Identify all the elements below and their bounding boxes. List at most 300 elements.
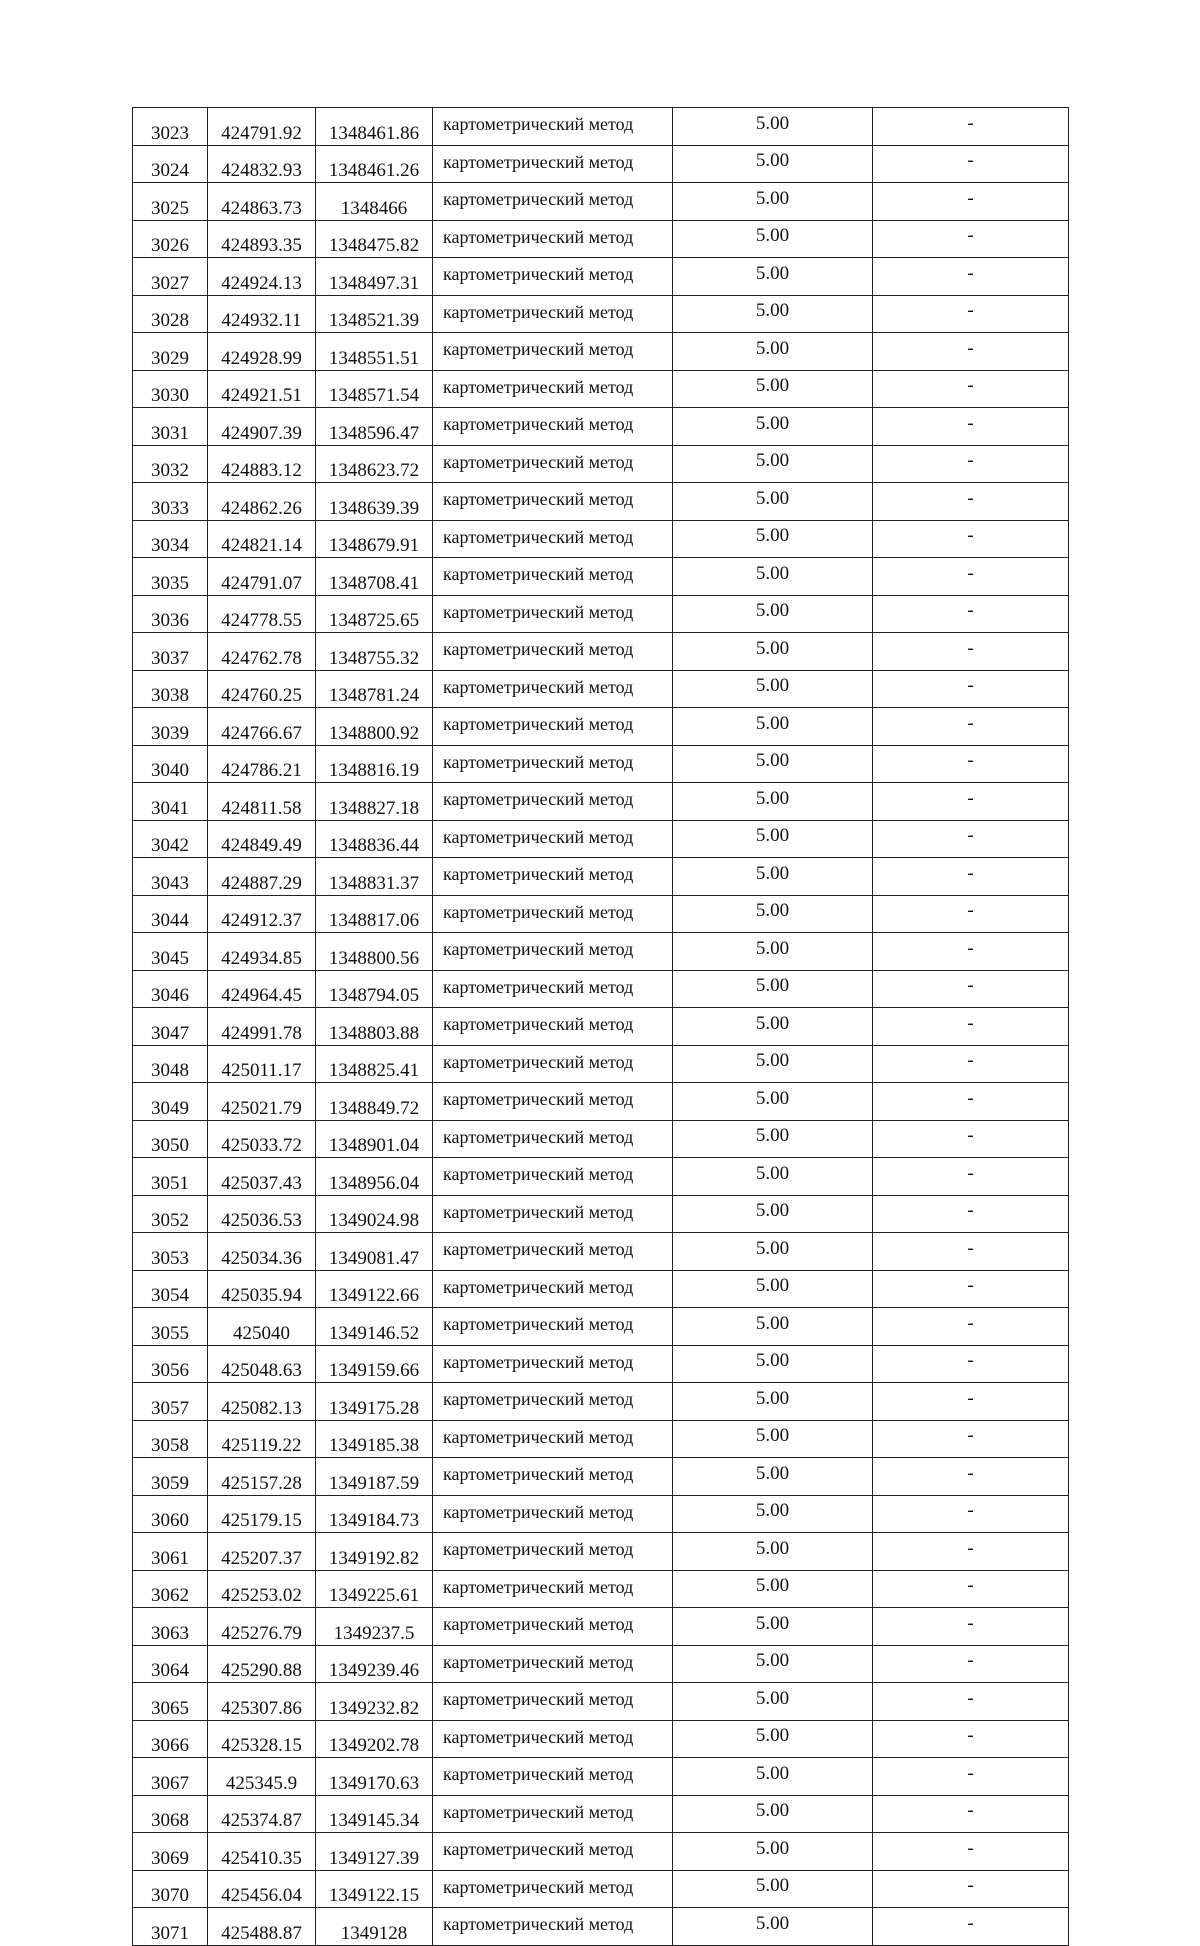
- table-row: [133, 333, 1069, 371]
- accuracy-cell: 5.00: [673, 1158, 873, 1196]
- note-cell: -: [873, 1645, 1069, 1683]
- note-cell: -: [873, 108, 1069, 146]
- point-number-cell: 3058: [133, 1420, 208, 1458]
- note-cell: -: [873, 670, 1069, 708]
- point-number-cell: 3023: [133, 108, 208, 146]
- y-coordinate-cell: 1349145.34: [316, 1795, 433, 1833]
- x-coordinate-cell: 424862.26: [208, 483, 316, 521]
- note-cell: -: [873, 1195, 1069, 1233]
- method-cell: картометрический метод: [433, 595, 673, 633]
- y-coordinate-cell: 1349128: [316, 1908, 433, 1946]
- method-cell: картометрический метод: [433, 1383, 673, 1421]
- accuracy-cell: 5.00: [673, 1045, 873, 1083]
- method-cell: картометрический метод: [433, 1870, 673, 1908]
- x-coordinate-cell: 424924.13: [208, 258, 316, 296]
- accuracy-cell: 5.00: [673, 558, 873, 596]
- table-row: [133, 1120, 1069, 1158]
- y-coordinate-cell: 1348725.65: [316, 595, 433, 633]
- accuracy-cell: 5.00: [673, 970, 873, 1008]
- note-cell: -: [873, 1720, 1069, 1758]
- y-coordinate-cell: 1348956.04: [316, 1158, 433, 1196]
- table-row: [133, 1533, 1069, 1571]
- accuracy-cell: 5.00: [673, 108, 873, 146]
- y-coordinate-cell: 1348708.41: [316, 558, 433, 596]
- x-coordinate-cell: 425307.86: [208, 1683, 316, 1721]
- point-number-cell: 3040: [133, 745, 208, 783]
- accuracy-cell: 5.00: [673, 483, 873, 521]
- point-number-cell: 3064: [133, 1645, 208, 1683]
- x-coordinate-cell: 425157.28: [208, 1458, 316, 1496]
- note-cell: -: [873, 258, 1069, 296]
- accuracy-cell: 5.00: [673, 408, 873, 446]
- table-row: [133, 1795, 1069, 1833]
- x-coordinate-cell: 425328.15: [208, 1720, 316, 1758]
- y-coordinate-cell: 1348831.37: [316, 858, 433, 896]
- note-cell: -: [873, 708, 1069, 746]
- x-coordinate-cell: 425082.13: [208, 1383, 316, 1421]
- table-row: [133, 1720, 1069, 1758]
- table-row: [133, 183, 1069, 221]
- x-coordinate-cell: 424928.99: [208, 333, 316, 371]
- table-row: [133, 558, 1069, 596]
- y-coordinate-cell: 1348755.32: [316, 633, 433, 671]
- accuracy-cell: 5.00: [673, 1195, 873, 1233]
- note-cell: -: [873, 820, 1069, 858]
- point-number-cell: 3069: [133, 1833, 208, 1871]
- note-cell: -: [873, 1570, 1069, 1608]
- table-row: [133, 1083, 1069, 1121]
- x-coordinate-cell: 425374.87: [208, 1795, 316, 1833]
- table-row: [133, 1908, 1069, 1946]
- note-cell: -: [873, 858, 1069, 896]
- point-number-cell: 3047: [133, 1008, 208, 1046]
- table-row: [133, 708, 1069, 746]
- accuracy-cell: 5.00: [673, 1795, 873, 1833]
- table-row: [133, 1008, 1069, 1046]
- table-row: [133, 595, 1069, 633]
- accuracy-cell: 5.00: [673, 895, 873, 933]
- note-cell: -: [873, 745, 1069, 783]
- note-cell: -: [873, 1908, 1069, 1946]
- method-cell: картометрический метод: [433, 1683, 673, 1721]
- x-coordinate-cell: 424964.45: [208, 970, 316, 1008]
- y-coordinate-cell: 1348800.92: [316, 708, 433, 746]
- note-cell: -: [873, 783, 1069, 821]
- method-cell: картометрический метод: [433, 295, 673, 333]
- method-cell: картометрический метод: [433, 258, 673, 296]
- x-coordinate-cell: 424791.92: [208, 108, 316, 146]
- table-row: [133, 145, 1069, 183]
- point-number-cell: 3048: [133, 1045, 208, 1083]
- point-number-cell: 3026: [133, 220, 208, 258]
- point-number-cell: 3035: [133, 558, 208, 596]
- point-number-cell: 3066: [133, 1720, 208, 1758]
- point-number-cell: 3042: [133, 820, 208, 858]
- y-coordinate-cell: 1348497.31: [316, 258, 433, 296]
- note-cell: -: [873, 1495, 1069, 1533]
- method-cell: картометрический метод: [433, 1045, 673, 1083]
- table-row: [133, 1495, 1069, 1533]
- x-coordinate-cell: 424821.14: [208, 520, 316, 558]
- method-cell: картометрический метод: [433, 108, 673, 146]
- note-cell: -: [873, 895, 1069, 933]
- table-row: [133, 1233, 1069, 1271]
- x-coordinate-cell: 424811.58: [208, 783, 316, 821]
- note-cell: -: [873, 370, 1069, 408]
- accuracy-cell: 5.00: [673, 595, 873, 633]
- method-cell: картометрический метод: [433, 1158, 673, 1196]
- x-coordinate-cell: 424760.25: [208, 670, 316, 708]
- accuracy-cell: 5.00: [673, 333, 873, 371]
- y-coordinate-cell: 1348679.91: [316, 520, 433, 558]
- method-cell: картометрический метод: [433, 1420, 673, 1458]
- accuracy-cell: 5.00: [673, 783, 873, 821]
- point-number-cell: 3053: [133, 1233, 208, 1271]
- accuracy-cell: 5.00: [673, 1420, 873, 1458]
- table-row: [133, 895, 1069, 933]
- note-cell: -: [873, 445, 1069, 483]
- y-coordinate-cell: 1349159.66: [316, 1345, 433, 1383]
- accuracy-cell: 5.00: [673, 1008, 873, 1046]
- table-row: [133, 408, 1069, 446]
- accuracy-cell: 5.00: [673, 1608, 873, 1646]
- method-cell: картометрический метод: [433, 145, 673, 183]
- table-row: [133, 783, 1069, 821]
- note-cell: -: [873, 1270, 1069, 1308]
- note-cell: -: [873, 1233, 1069, 1271]
- table-row: [133, 745, 1069, 783]
- accuracy-cell: 5.00: [673, 1908, 873, 1946]
- x-coordinate-cell: 425037.43: [208, 1158, 316, 1196]
- method-cell: картометрический метод: [433, 483, 673, 521]
- x-coordinate-cell: 424849.49: [208, 820, 316, 858]
- y-coordinate-cell: 1349146.52: [316, 1308, 433, 1346]
- y-coordinate-cell: 1348639.39: [316, 483, 433, 521]
- point-number-cell: 3041: [133, 783, 208, 821]
- y-coordinate-cell: 1349127.39: [316, 1833, 433, 1871]
- y-coordinate-cell: 1348571.54: [316, 370, 433, 408]
- accuracy-cell: 5.00: [673, 708, 873, 746]
- point-number-cell: 3044: [133, 895, 208, 933]
- note-cell: -: [873, 595, 1069, 633]
- y-coordinate-cell: 1349170.63: [316, 1758, 433, 1796]
- table-row: [133, 445, 1069, 483]
- accuracy-cell: 5.00: [673, 1458, 873, 1496]
- coordinates-table: [132, 107, 1069, 1946]
- method-cell: картометрический метод: [433, 183, 673, 221]
- note-cell: -: [873, 1045, 1069, 1083]
- note-cell: -: [873, 408, 1069, 446]
- y-coordinate-cell: 1348803.88: [316, 1008, 433, 1046]
- x-coordinate-cell: 424887.29: [208, 858, 316, 896]
- method-cell: картометрический метод: [433, 895, 673, 933]
- point-number-cell: 3055: [133, 1308, 208, 1346]
- point-number-cell: 3057: [133, 1383, 208, 1421]
- point-number-cell: 3061: [133, 1533, 208, 1571]
- table-row: [133, 1458, 1069, 1496]
- x-coordinate-cell: 424786.21: [208, 745, 316, 783]
- note-cell: -: [873, 1458, 1069, 1496]
- accuracy-cell: 5.00: [673, 1683, 873, 1721]
- method-cell: картометрический метод: [433, 1495, 673, 1533]
- x-coordinate-cell: 425021.79: [208, 1083, 316, 1121]
- y-coordinate-cell: 1349187.59: [316, 1458, 433, 1496]
- note-cell: -: [873, 183, 1069, 221]
- method-cell: картометрический метод: [433, 970, 673, 1008]
- method-cell: картометрический метод: [433, 1083, 673, 1121]
- point-number-cell: 3037: [133, 633, 208, 671]
- y-coordinate-cell: 1349184.73: [316, 1495, 433, 1533]
- table-row: [133, 970, 1069, 1008]
- x-coordinate-cell: 424762.78: [208, 633, 316, 671]
- y-coordinate-cell: 1349239.46: [316, 1645, 433, 1683]
- table-row: [133, 633, 1069, 671]
- point-number-cell: 3063: [133, 1608, 208, 1646]
- point-number-cell: 3050: [133, 1120, 208, 1158]
- table-row: [133, 108, 1069, 146]
- method-cell: картометрический метод: [433, 520, 673, 558]
- accuracy-cell: 5.00: [673, 1270, 873, 1308]
- point-number-cell: 3062: [133, 1570, 208, 1608]
- method-cell: картометрический метод: [433, 933, 673, 971]
- note-cell: -: [873, 1608, 1069, 1646]
- x-coordinate-cell: 424934.85: [208, 933, 316, 971]
- y-coordinate-cell: 1349122.15: [316, 1870, 433, 1908]
- x-coordinate-cell: 424912.37: [208, 895, 316, 933]
- method-cell: картометрический метод: [433, 1345, 673, 1383]
- accuracy-cell: 5.00: [673, 670, 873, 708]
- table-row: [133, 858, 1069, 896]
- point-number-cell: 3051: [133, 1158, 208, 1196]
- x-coordinate-cell: 425345.9: [208, 1758, 316, 1796]
- method-cell: картометрический метод: [433, 445, 673, 483]
- table-row: [133, 1683, 1069, 1721]
- accuracy-cell: 5.00: [673, 1570, 873, 1608]
- accuracy-cell: 5.00: [673, 633, 873, 671]
- point-number-cell: 3031: [133, 408, 208, 446]
- x-coordinate-cell: 425276.79: [208, 1608, 316, 1646]
- y-coordinate-cell: 1349225.61: [316, 1570, 433, 1608]
- y-coordinate-cell: 1349081.47: [316, 1233, 433, 1271]
- method-cell: картометрический метод: [433, 745, 673, 783]
- y-coordinate-cell: 1348461.86: [316, 108, 433, 146]
- method-cell: картометрический метод: [433, 1758, 673, 1796]
- accuracy-cell: 5.00: [673, 258, 873, 296]
- x-coordinate-cell: 425034.36: [208, 1233, 316, 1271]
- table-row: [133, 1870, 1069, 1908]
- point-number-cell: 3067: [133, 1758, 208, 1796]
- x-coordinate-cell: 424893.35: [208, 220, 316, 258]
- note-cell: -: [873, 1158, 1069, 1196]
- table-row: [133, 1833, 1069, 1871]
- y-coordinate-cell: 1349237.5: [316, 1608, 433, 1646]
- table-row: [133, 295, 1069, 333]
- accuracy-cell: 5.00: [673, 745, 873, 783]
- y-coordinate-cell: 1349192.82: [316, 1533, 433, 1571]
- x-coordinate-cell: 425253.02: [208, 1570, 316, 1608]
- y-coordinate-cell: 1348816.19: [316, 745, 433, 783]
- accuracy-cell: 5.00: [673, 370, 873, 408]
- y-coordinate-cell: 1348794.05: [316, 970, 433, 1008]
- point-number-cell: 3065: [133, 1683, 208, 1721]
- accuracy-cell: 5.00: [673, 1758, 873, 1796]
- y-coordinate-cell: 1348475.82: [316, 220, 433, 258]
- note-cell: -: [873, 558, 1069, 596]
- note-cell: -: [873, 520, 1069, 558]
- method-cell: картометрический метод: [433, 1308, 673, 1346]
- y-coordinate-cell: 1348461.26: [316, 145, 433, 183]
- table-row: [133, 1158, 1069, 1196]
- note-cell: -: [873, 1420, 1069, 1458]
- note-cell: -: [873, 1795, 1069, 1833]
- point-number-cell: 3036: [133, 595, 208, 633]
- point-number-cell: 3039: [133, 708, 208, 746]
- x-coordinate-cell: 425033.72: [208, 1120, 316, 1158]
- x-coordinate-cell: 425179.15: [208, 1495, 316, 1533]
- method-cell: картометрический метод: [433, 820, 673, 858]
- method-cell: картометрический метод: [433, 1120, 673, 1158]
- note-cell: -: [873, 933, 1069, 971]
- x-coordinate-cell: 424907.39: [208, 408, 316, 446]
- table-row: [133, 1645, 1069, 1683]
- y-coordinate-cell: 1349185.38: [316, 1420, 433, 1458]
- accuracy-cell: 5.00: [673, 933, 873, 971]
- table-row: [133, 1195, 1069, 1233]
- x-coordinate-cell: 424921.51: [208, 370, 316, 408]
- y-coordinate-cell: 1348827.18: [316, 783, 433, 821]
- table-row: [133, 1270, 1069, 1308]
- x-coordinate-cell: 425035.94: [208, 1270, 316, 1308]
- point-number-cell: 3030: [133, 370, 208, 408]
- method-cell: картометрический метод: [433, 1008, 673, 1046]
- x-coordinate-cell: 425456.04: [208, 1870, 316, 1908]
- table-row: [133, 1758, 1069, 1796]
- point-number-cell: 3049: [133, 1083, 208, 1121]
- method-cell: картометрический метод: [433, 558, 673, 596]
- note-cell: -: [873, 295, 1069, 333]
- note-cell: -: [873, 1683, 1069, 1721]
- note-cell: -: [873, 970, 1069, 1008]
- accuracy-cell: 5.00: [673, 445, 873, 483]
- point-number-cell: 3032: [133, 445, 208, 483]
- accuracy-cell: 5.00: [673, 1495, 873, 1533]
- point-number-cell: 3038: [133, 670, 208, 708]
- method-cell: картометрический метод: [433, 1195, 673, 1233]
- y-coordinate-cell: 1348623.72: [316, 445, 433, 483]
- y-coordinate-cell: 1348817.06: [316, 895, 433, 933]
- accuracy-cell: 5.00: [673, 1383, 873, 1421]
- accuracy-cell: 5.00: [673, 1833, 873, 1871]
- note-cell: -: [873, 1308, 1069, 1346]
- accuracy-cell: 5.00: [673, 295, 873, 333]
- y-coordinate-cell: 1349175.28: [316, 1383, 433, 1421]
- accuracy-cell: 5.00: [673, 1870, 873, 1908]
- accuracy-cell: 5.00: [673, 1308, 873, 1346]
- point-number-cell: 3028: [133, 295, 208, 333]
- note-cell: -: [873, 1083, 1069, 1121]
- y-coordinate-cell: 1348849.72: [316, 1083, 433, 1121]
- note-cell: -: [873, 1383, 1069, 1421]
- note-cell: -: [873, 1870, 1069, 1908]
- x-coordinate-cell: 424883.12: [208, 445, 316, 483]
- method-cell: картометрический метод: [433, 1458, 673, 1496]
- method-cell: картометрический метод: [433, 1570, 673, 1608]
- accuracy-cell: 5.00: [673, 1083, 873, 1121]
- y-coordinate-cell: 1348836.44: [316, 820, 433, 858]
- x-coordinate-cell: 424766.67: [208, 708, 316, 746]
- table-row: [133, 1345, 1069, 1383]
- method-cell: картометрический метод: [433, 1908, 673, 1946]
- method-cell: картометрический метод: [433, 333, 673, 371]
- coordinates-table-body: [133, 108, 1069, 1946]
- y-coordinate-cell: 1348781.24: [316, 670, 433, 708]
- point-number-cell: 3052: [133, 1195, 208, 1233]
- x-coordinate-cell: 425036.53: [208, 1195, 316, 1233]
- point-number-cell: 3029: [133, 333, 208, 371]
- y-coordinate-cell: 1349122.66: [316, 1270, 433, 1308]
- accuracy-cell: 5.00: [673, 145, 873, 183]
- point-number-cell: 3024: [133, 145, 208, 183]
- accuracy-cell: 5.00: [673, 1533, 873, 1571]
- y-coordinate-cell: 1348551.51: [316, 333, 433, 371]
- table-row: [133, 1045, 1069, 1083]
- point-number-cell: 3025: [133, 183, 208, 221]
- accuracy-cell: 5.00: [673, 820, 873, 858]
- x-coordinate-cell: 425410.35: [208, 1833, 316, 1871]
- method-cell: картометрический метод: [433, 1795, 673, 1833]
- note-cell: -: [873, 1533, 1069, 1571]
- x-coordinate-cell: 425290.88: [208, 1645, 316, 1683]
- point-number-cell: 3068: [133, 1795, 208, 1833]
- method-cell: картометрический метод: [433, 370, 673, 408]
- table-row: [133, 370, 1069, 408]
- x-coordinate-cell: 424932.11: [208, 295, 316, 333]
- method-cell: картометрический метод: [433, 670, 673, 708]
- table-row: [133, 670, 1069, 708]
- table-row: [133, 1420, 1069, 1458]
- method-cell: картометрический метод: [433, 633, 673, 671]
- table-row: [133, 820, 1069, 858]
- note-cell: -: [873, 1345, 1069, 1383]
- method-cell: картометрический метод: [433, 858, 673, 896]
- x-coordinate-cell: 424791.07: [208, 558, 316, 596]
- point-number-cell: 3056: [133, 1345, 208, 1383]
- method-cell: картометрический метод: [433, 783, 673, 821]
- table-row: [133, 1570, 1069, 1608]
- method-cell: картометрический метод: [433, 708, 673, 746]
- note-cell: -: [873, 220, 1069, 258]
- accuracy-cell: 5.00: [673, 183, 873, 221]
- accuracy-cell: 5.00: [673, 220, 873, 258]
- note-cell: -: [873, 1833, 1069, 1871]
- accuracy-cell: 5.00: [673, 1720, 873, 1758]
- accuracy-cell: 5.00: [673, 1233, 873, 1271]
- note-cell: -: [873, 333, 1069, 371]
- method-cell: картометрический метод: [433, 1233, 673, 1271]
- point-number-cell: 3060: [133, 1495, 208, 1533]
- point-number-cell: 3070: [133, 1870, 208, 1908]
- method-cell: картометрический метод: [433, 1833, 673, 1871]
- accuracy-cell: 5.00: [673, 1645, 873, 1683]
- note-cell: -: [873, 1120, 1069, 1158]
- y-coordinate-cell: 1348825.41: [316, 1045, 433, 1083]
- note-cell: -: [873, 1008, 1069, 1046]
- point-number-cell: 3054: [133, 1270, 208, 1308]
- x-coordinate-cell: 424991.78: [208, 1008, 316, 1046]
- method-cell: картометрический метод: [433, 408, 673, 446]
- table-row: [133, 220, 1069, 258]
- y-coordinate-cell: 1348901.04: [316, 1120, 433, 1158]
